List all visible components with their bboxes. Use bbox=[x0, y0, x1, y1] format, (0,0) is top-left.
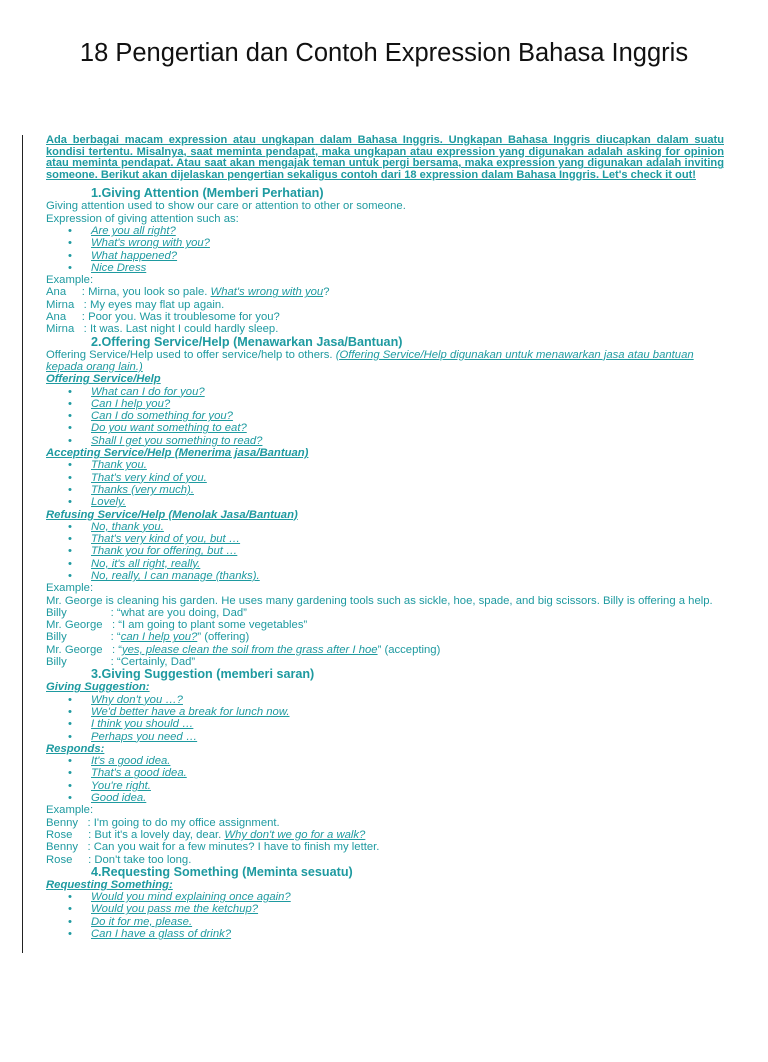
refusing-label[interactable]: Refusing Service/Help (Menolak Jasa/Bantuan) bbox=[46, 508, 298, 521]
list-item[interactable]: • No, really, I can manage (thanks). bbox=[46, 570, 724, 582]
list-item[interactable]: • Good idea. bbox=[46, 792, 724, 804]
offering-list bbox=[46, 386, 724, 447]
list-item[interactable]: • You're right. bbox=[46, 780, 724, 792]
utterance: : But it's a lovely day, dear. bbox=[88, 828, 225, 841]
example-story: Mr. George is cleaning his garden. He uses many gardening tools such as sickle, hoe, spade, and big scissors. Billy is offering a help. bbox=[46, 594, 713, 607]
dialog-line bbox=[46, 607, 724, 619]
utterance: : Don't take too long. bbox=[88, 853, 192, 866]
list-item[interactable]: • That's very kind of you. bbox=[46, 472, 724, 484]
speaker: Mirna bbox=[46, 323, 84, 336]
section-1-heading: 1.Giving Attention (Memberi Perhatian) bbox=[91, 186, 324, 201]
dialog-line bbox=[46, 323, 724, 335]
utterance-tail: ” (offering) bbox=[197, 631, 250, 644]
speaker: Mirna bbox=[46, 298, 84, 311]
utterance: : Poor you. Was it troublesome for you? bbox=[81, 311, 280, 324]
speaker: Benny bbox=[46, 841, 88, 854]
definition-text: Offering Service/Help used to offer service/help to others. bbox=[46, 348, 336, 361]
dialog-line bbox=[46, 829, 724, 841]
accepting-label[interactable]: Accepting Service/Help (Menerima jasa/Bantuan) bbox=[46, 447, 309, 460]
list-item[interactable]: • Lovely. bbox=[46, 496, 724, 508]
utterance-italic[interactable]: What's wrong with you bbox=[210, 286, 324, 299]
dialog-line bbox=[46, 286, 724, 298]
list-item[interactable]: • Are you all right? bbox=[46, 225, 724, 237]
list-item[interactable]: • What's wrong with you? bbox=[46, 237, 724, 249]
list-item[interactable]: • That's a good idea. bbox=[46, 767, 724, 779]
speaker: Ana bbox=[46, 311, 82, 324]
list-item[interactable]: • No, it's all right, really. bbox=[46, 558, 724, 570]
utterance: : “Certainly, Dad” bbox=[110, 656, 196, 669]
utterance: : Can you wait for a few minutes? I have to finish my letter. bbox=[87, 841, 380, 854]
dialog-line bbox=[46, 299, 724, 311]
left-margin-rule bbox=[22, 135, 23, 953]
list-item[interactable]: • What happened? bbox=[46, 250, 724, 262]
offering-label[interactable]: Offering Service/Help bbox=[46, 373, 161, 386]
list-item[interactable]: • Nice Dress bbox=[46, 262, 724, 274]
list-item[interactable]: • That's very kind of you, but … bbox=[46, 533, 724, 545]
section-1-expression-intro: Expression of giving attention such as: bbox=[46, 212, 239, 225]
page-title: 18 Pengertian dan Contoh Expression Bahasa Inggris bbox=[79, 39, 689, 67]
section-4-heading: 4.Requesting Something (Meminta sesuatu) bbox=[91, 864, 353, 879]
example-label: Example: bbox=[46, 804, 94, 817]
section-1-definition: Giving attention used to show our care or attention to other or someone. bbox=[46, 200, 406, 213]
speaker: Billy bbox=[46, 631, 111, 644]
list-item[interactable]: • Would you pass me the ketchup? bbox=[46, 903, 724, 915]
utterance: : My eyes may flat up again. bbox=[83, 298, 225, 311]
list-item[interactable]: • Do you want something to eat? bbox=[46, 422, 724, 434]
list-item[interactable]: • Do it for me, please. bbox=[46, 916, 724, 928]
speaker: Benny bbox=[46, 816, 88, 829]
section-3-heading: 3.Giving Suggestion (memberi saran) bbox=[91, 667, 315, 682]
list-item[interactable]: • Shall I get you something to read? bbox=[46, 435, 724, 447]
requesting-list bbox=[46, 891, 724, 940]
utterance: : Mirna, you look so pale. bbox=[81, 286, 211, 299]
list-item[interactable]: • We'd better have a break for lunch now. bbox=[46, 706, 724, 718]
utterance: : It was. Last night I could hardly sleep. bbox=[83, 323, 279, 336]
speaker: Mr. George bbox=[46, 619, 112, 632]
dialog-line bbox=[46, 311, 724, 323]
list-item[interactable]: • What can I do for you? bbox=[46, 386, 724, 398]
utterance-italic[interactable]: yes, please clean the soil from the grass after I hoe bbox=[121, 643, 378, 656]
utterance-italic[interactable]: Why don't we go for a walk? bbox=[224, 828, 366, 841]
list-item[interactable]: • No, thank you. bbox=[46, 521, 724, 533]
list-item[interactable]: • Can I help you? bbox=[46, 398, 724, 410]
speaker: Billy bbox=[46, 656, 111, 669]
speaker: Mr. George bbox=[46, 643, 112, 656]
list-item[interactable]: • Thank you. bbox=[46, 459, 724, 471]
utterance: : “ bbox=[110, 631, 121, 644]
speaker: Rose bbox=[46, 828, 89, 841]
utterance-italic[interactable]: can I help you? bbox=[120, 631, 198, 644]
accepting-list bbox=[46, 459, 724, 508]
dialog-line bbox=[46, 854, 724, 866]
list-item[interactable]: • Perhaps you need … bbox=[46, 731, 724, 743]
section-2-definition bbox=[46, 349, 724, 374]
utterance-tail: ” (accepting) bbox=[377, 643, 441, 656]
dialog-line bbox=[46, 644, 724, 656]
responds-list bbox=[46, 755, 724, 804]
utterance: : “I am going to plant some vegetables” bbox=[111, 619, 308, 632]
speaker: Rose bbox=[46, 853, 89, 866]
dialog-line bbox=[46, 619, 724, 631]
list-item[interactable]: • Can I have a glass of drink? bbox=[46, 928, 724, 940]
dialog-line bbox=[46, 841, 724, 853]
section-1-list bbox=[46, 225, 724, 274]
list-item[interactable]: • Thanks (very much). bbox=[46, 484, 724, 496]
speaker: Billy bbox=[46, 606, 111, 619]
intro-paragraph[interactable]: Ada berbagai macam expression atau ungkapan dalam Bahasa Inggris. Ungkapan Bahasa Inggris diucapkan dalam suatu kondisi tertentu. Misalnya, saat meminta pendapat, maka ungkapan atau expression yang digunakan adalah asking for opinion atau meminta pendapat. Atau saat akan mengajak teman untuk pergi bersama, maka expression yang digunakan adalah inviting someone. Berikut akan dijelaskan pengertian sekaligus contoh dari 18 expression dalam Bahasa Inggris. Let's check it out! bbox=[46, 134, 724, 181]
list-item[interactable]: • Why don't you …? bbox=[46, 694, 724, 706]
utterance-tail: ? bbox=[323, 286, 330, 299]
example-label: Example: bbox=[46, 274, 94, 287]
list-item[interactable]: • Thank you for offering, but … bbox=[46, 545, 724, 557]
definition-translation[interactable]: (Offering Service/Help digunakan untuk menawarkan jasa atau bantuan kepada orang lain.) bbox=[46, 348, 694, 373]
list-item[interactable]: • Would you mind explaining once again? bbox=[46, 891, 724, 903]
example-label: Example: bbox=[46, 582, 94, 595]
utterance: : I'm going to do my office assignment. bbox=[87, 816, 280, 829]
suggestion-list bbox=[46, 694, 724, 743]
requesting-label[interactable]: Requesting Something: bbox=[46, 878, 173, 891]
document-body bbox=[46, 135, 724, 940]
utterance: : “what are you doing, Dad” bbox=[110, 606, 247, 619]
responds-label[interactable]: Responds: bbox=[46, 742, 105, 755]
list-item[interactable]: • Can I do something for you? bbox=[46, 410, 724, 422]
list-item[interactable]: • It's a good idea. bbox=[46, 755, 724, 767]
giving-suggestion-label[interactable]: Giving Suggestion: bbox=[46, 681, 150, 694]
list-item[interactable]: • I think you should … bbox=[46, 718, 724, 730]
refusing-list bbox=[46, 521, 724, 582]
speaker: Ana bbox=[46, 286, 82, 299]
dialog-line bbox=[46, 817, 724, 829]
utterance: : “ bbox=[111, 643, 122, 656]
section-2-heading: 2.Offering Service/Help (Menawarkan Jasa/Bantuan) bbox=[91, 334, 403, 349]
dialog-line bbox=[46, 631, 724, 643]
